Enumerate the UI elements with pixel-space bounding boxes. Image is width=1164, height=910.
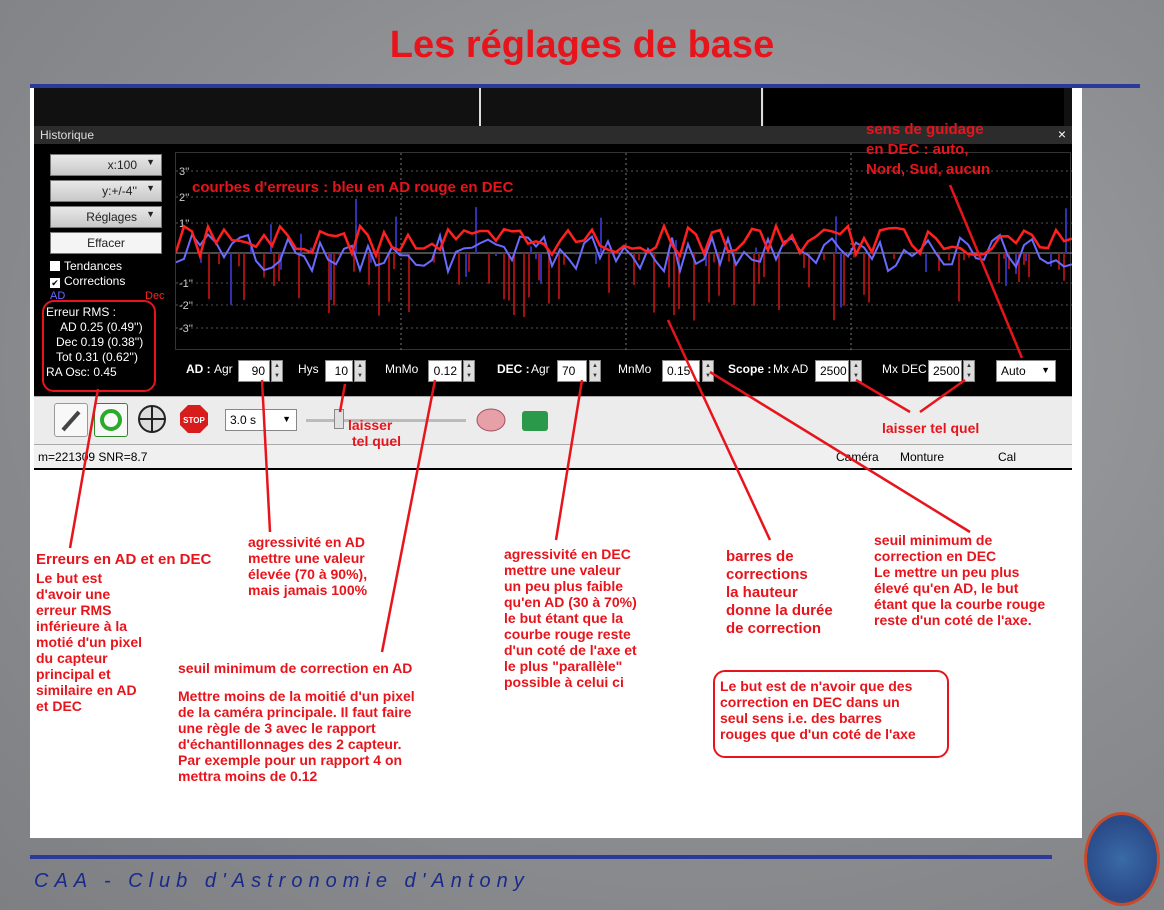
axis-label: 3'' (179, 166, 190, 178)
hys-spinner[interactable]: ▲ ▼ (354, 360, 366, 382)
note-line: sens de guidage (866, 121, 984, 138)
note-line: barres de (726, 548, 794, 565)
rms-title: Erreur RMS : (46, 305, 117, 319)
note-line: erreur RMS (36, 602, 112, 618)
note-line: de la caméra principale. Il faut faire (178, 704, 412, 720)
note-line: similaire en AD (36, 682, 137, 698)
ad-agr-input[interactable]: 90 (238, 360, 270, 382)
ad-mnmo-input[interactable]: 0.12 (428, 360, 462, 382)
note-line: reste d'un coté de l'axe. (874, 612, 1032, 628)
ad-legend: AD (50, 290, 66, 302)
corrections-label: Corrections (64, 274, 126, 288)
note-line: Par exemple pour un rapport 4 on (178, 752, 403, 768)
axis-label: -2'' (179, 300, 193, 312)
note-line: agressivité en DEC (504, 546, 631, 562)
axis-label: 2'' (179, 192, 190, 204)
clear-button[interactable]: Effacer (50, 232, 162, 254)
exposure-value: 3.0 s (230, 413, 257, 427)
note-dec-direction (866, 120, 990, 180)
mxdec-spinner[interactable]: ▲ ▼ (963, 360, 975, 382)
status-mount: Monture (900, 450, 945, 464)
note-errors (36, 570, 142, 714)
axis-label: -1'' (179, 278, 193, 290)
note-leave-as-is-1 (348, 417, 401, 449)
ad-mnmo-label: MnMo (385, 362, 419, 376)
ad-mnmo-spinner[interactable]: ▲ ▼ (463, 360, 475, 382)
note-line: tel quel (352, 433, 402, 449)
mxad-spinner[interactable]: ▲ ▼ (850, 360, 862, 382)
note-line: donne la durée (726, 602, 833, 619)
slide-title: Les réglages de base (389, 24, 775, 66)
chevron-down-icon: ▼ (1041, 365, 1050, 375)
note-line: Nord, Sud, aucun (866, 161, 991, 178)
note-line: élevé qu'en AD, le but (874, 580, 1019, 596)
note-line: d'un coté de l'axe et (504, 642, 637, 658)
note-leave-as-is-2: laisser tel quel (882, 420, 980, 436)
note-line: Le mettre un peu plus (874, 564, 1020, 580)
settings-label: Réglages (86, 210, 137, 224)
mxdec-input[interactable]: 2500 (928, 360, 962, 382)
corrections-checkbox[interactable]: ✔ Corrections (51, 274, 126, 288)
note-line: une règle de 3 avec le rapport (178, 720, 376, 736)
hys-input[interactable]: 10 (325, 360, 353, 382)
note-dec-threshold (874, 532, 1045, 628)
note-errors-title: Erreurs en AD et en DEC (36, 551, 212, 568)
note-ad-threshold (178, 688, 415, 784)
note-ad-aggressiveness (248, 534, 367, 598)
stop-label: STOP (183, 416, 205, 425)
note-line: seuil minimum de (874, 532, 993, 548)
note-line: qu'en AD (30 à 70%) (504, 594, 637, 610)
dec-direction-value: Auto (1001, 364, 1026, 378)
chevron-down-icon: ▼ (146, 157, 155, 167)
note-line: seul sens i.e. des barres (720, 710, 882, 726)
chevron-down-icon: ▼ (146, 209, 155, 219)
dec-agr-spinner[interactable]: ▲ ▼ (589, 360, 601, 382)
dec-mnmo-spinner[interactable]: ▲ ▼ (702, 360, 714, 382)
trends-label: Tendances (64, 259, 123, 273)
note-line: étant que la courbe rouge (874, 596, 1046, 612)
club-logo (1084, 812, 1160, 906)
dec-mnmo-label: MnMo (618, 362, 652, 376)
ad-agr-label: Agr (214, 362, 233, 376)
note-line: agressivité en AD (248, 534, 365, 550)
dec-group-label: DEC : (497, 362, 530, 376)
note-line: mais jamais 100% (248, 582, 368, 598)
dec-agr-input[interactable]: 70 (557, 360, 587, 382)
note-line: élevée (70 à 90%), (248, 566, 368, 582)
ad-agr-spinner[interactable]: ▲ ▼ (271, 360, 283, 382)
dec-legend: Dec (145, 290, 165, 302)
hys-label: Hys (298, 362, 319, 376)
note-line: Le but est (36, 570, 103, 586)
note-ad-threshold-title: seuil minimum de correction en AD (178, 660, 413, 676)
chevron-down-icon: ▼ (146, 183, 155, 193)
note-line: un peu plus faible (504, 578, 624, 594)
history-title: Historique (40, 128, 95, 142)
note-line: mettra moins de 0.12 (178, 768, 318, 784)
mxad-input[interactable]: 2500 (815, 360, 849, 382)
note-line: correction en DEC (874, 548, 997, 564)
note-line: le but étant que la (504, 610, 624, 626)
ad-group-label: AD : (186, 362, 211, 376)
note-line: mettre une valeur (248, 550, 365, 566)
note-line: d'échantillonnages des 2 capteur. (178, 736, 402, 752)
note-line: et DEC (36, 698, 82, 714)
bottom-divider (30, 855, 1052, 859)
note-line: inférieure à la (36, 618, 128, 634)
axis-label: 1'' (179, 218, 190, 230)
close-icon[interactable]: × (1057, 126, 1066, 142)
status-info: m=221309 SNR=8.7 (38, 450, 148, 464)
mxad-label: Mx AD (773, 362, 809, 376)
status-camera: Caméra (836, 450, 879, 464)
dec-agr-label: Agr (531, 362, 550, 376)
rms-tot: Tot 0.31 (0.62'') (56, 350, 138, 364)
note-line: courbe rouge reste (504, 626, 631, 642)
note-line: possible à celui ci (504, 674, 624, 690)
note-line: de correction (726, 620, 822, 637)
note-line: Le but est de n'avoir que des (720, 678, 913, 694)
mxdec-label: Mx DEC (882, 362, 927, 376)
scope-label: Scope : (728, 362, 772, 376)
footer-text: CAA - Club d'Astronomie d'Antony (34, 870, 530, 892)
dec-mnmo-input[interactable]: 0.15 (662, 360, 700, 382)
rms-ad: AD 0.25 (0.49'') (60, 320, 143, 334)
y-scale-label: y:+/-4'' (102, 184, 137, 198)
note-line: la hauteur (726, 584, 798, 601)
note-line: mettre une valeur (504, 562, 621, 578)
note-line: d'avoir une (36, 586, 111, 602)
note-line: correction en DEC dans un (720, 694, 900, 710)
note-curves: courbes d'erreurs : bleu en AD rouge en DEC (192, 179, 514, 196)
note-dec-aggressiveness (504, 546, 637, 690)
rms-osc: RA Osc: 0.45 (46, 365, 117, 379)
rms-dec: Dec 0.19 (0.38'') (56, 335, 144, 349)
note-line: motié d'un pixel (36, 634, 143, 650)
note-line: laisser (348, 417, 393, 433)
axis-label: -3'' (179, 323, 193, 335)
note-line: en DEC : auto, (866, 141, 969, 158)
note-line: rouges que d'un coté de l'axe (720, 726, 916, 742)
note-line: principal et (36, 666, 111, 682)
x-scale-label: x:100 (107, 158, 137, 172)
note-correction-bars (726, 548, 833, 638)
note-line: le plus "parallèle" (504, 658, 623, 674)
note-line: Mettre moins de la moitié d'un pixel (178, 688, 415, 704)
note-line: corrections (726, 566, 808, 583)
note-line: du capteur (36, 650, 108, 666)
note-goal (720, 678, 916, 742)
chevron-down-icon: ▼ (282, 414, 291, 424)
status-cal: Cal (998, 450, 1017, 464)
